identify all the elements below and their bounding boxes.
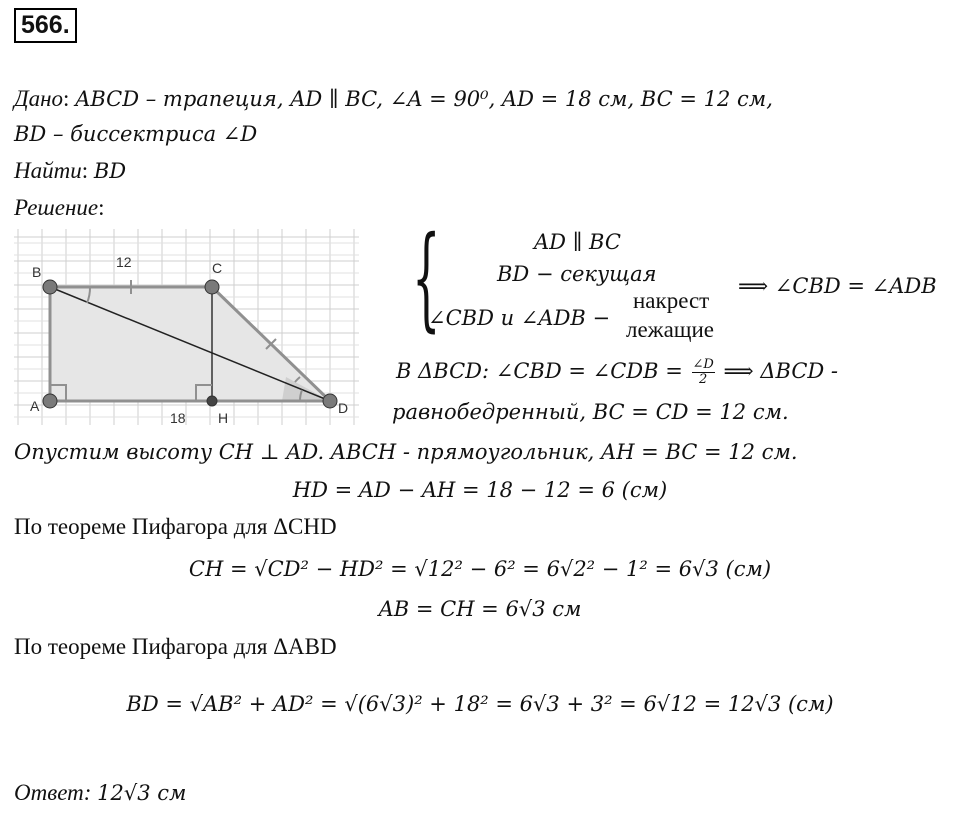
given-text-1: ABCD – трапеция, AD ∥ BC, ∠A = 90⁰, AD = 18 см, BC = 12 см, [75,87,773,111]
problem-number: 566. [14,8,77,43]
fraction-denominator: 2 [699,372,708,387]
point-a [43,394,57,408]
system-brace: { [412,213,441,343]
point-d [323,394,337,408]
bcd-prefix: В ΔBCD: ∠CBD = ∠CDB = [396,359,683,383]
point-h [207,396,217,406]
label-bc-length: 12 [116,254,132,270]
fraction-numerator: ∠D [692,357,714,372]
point-c [205,280,219,294]
system-cross-2: лежащие [626,317,715,342]
label-ad-length: 18 [170,410,186,426]
answer-value: 12√3 см [97,781,187,805]
pythagoras-abd-line: По теореме Пифагора для ΔABD [14,634,337,659]
label-d: D [338,400,349,416]
find-value: BD [93,159,127,183]
find-line: Найти: BD [14,158,127,183]
answer-label: Ответ: [14,780,92,805]
system-cross-1: накрест [633,288,710,313]
find-label: Найти [14,158,82,183]
bd-equation: BD = √AB² + AD² = √(6√3)² + 18² = 6√3 + 3² = 6√12 = 12√3 (см) [126,692,834,716]
system-result: ⟹ ∠CBD = ∠ADB [738,274,937,298]
given-line-1: Дано: ABCD – трапеция, AD ∥ BC, ∠A = 90⁰, AD = 18 см, BC = 12 см, [14,86,773,111]
given-text-2: BD – биссектриса ∠D [14,122,258,146]
hd-line: HD = AD − AH = 18 − 12 = 6 (см) [292,478,668,502]
point-b [43,280,57,294]
answer-line [14,780,186,806]
bcd-suffix: ⟹ ΔBCD - [723,359,838,383]
trapezoid-figure [14,225,364,430]
isosceles-line: равнобедренный, BC = CD = 12 см. [392,400,789,424]
half-d-fraction [692,358,715,387]
system-line-2: BD − секущая [497,262,657,286]
label-h: H [218,410,229,426]
system-line-3: ∠CBD и ∠ADB − [428,306,611,330]
label-c: C [212,260,223,276]
solution-label: Решение [14,195,99,220]
label-b: B [32,264,42,280]
ch-equation: CH = √CD² − HD² = √12² − 6² = 6√2² − 1² = 6√3 (см) [188,557,772,581]
solution-heading: Решение: [14,195,105,220]
label-a: A [30,398,40,414]
bcd-step [396,358,838,387]
ab-equation: AB = CH = 6√3 см [378,597,582,621]
given-label: Дано [14,86,64,111]
system-line-1: AD ∥ BC [534,230,621,254]
pythagoras-chd-line: По теореме Пифагора для ΔCHD [14,514,337,539]
height-line: Опустим высоту CH ⊥ AD. ABCH - прямоугольник, AH = BC = 12 см. [14,440,798,464]
